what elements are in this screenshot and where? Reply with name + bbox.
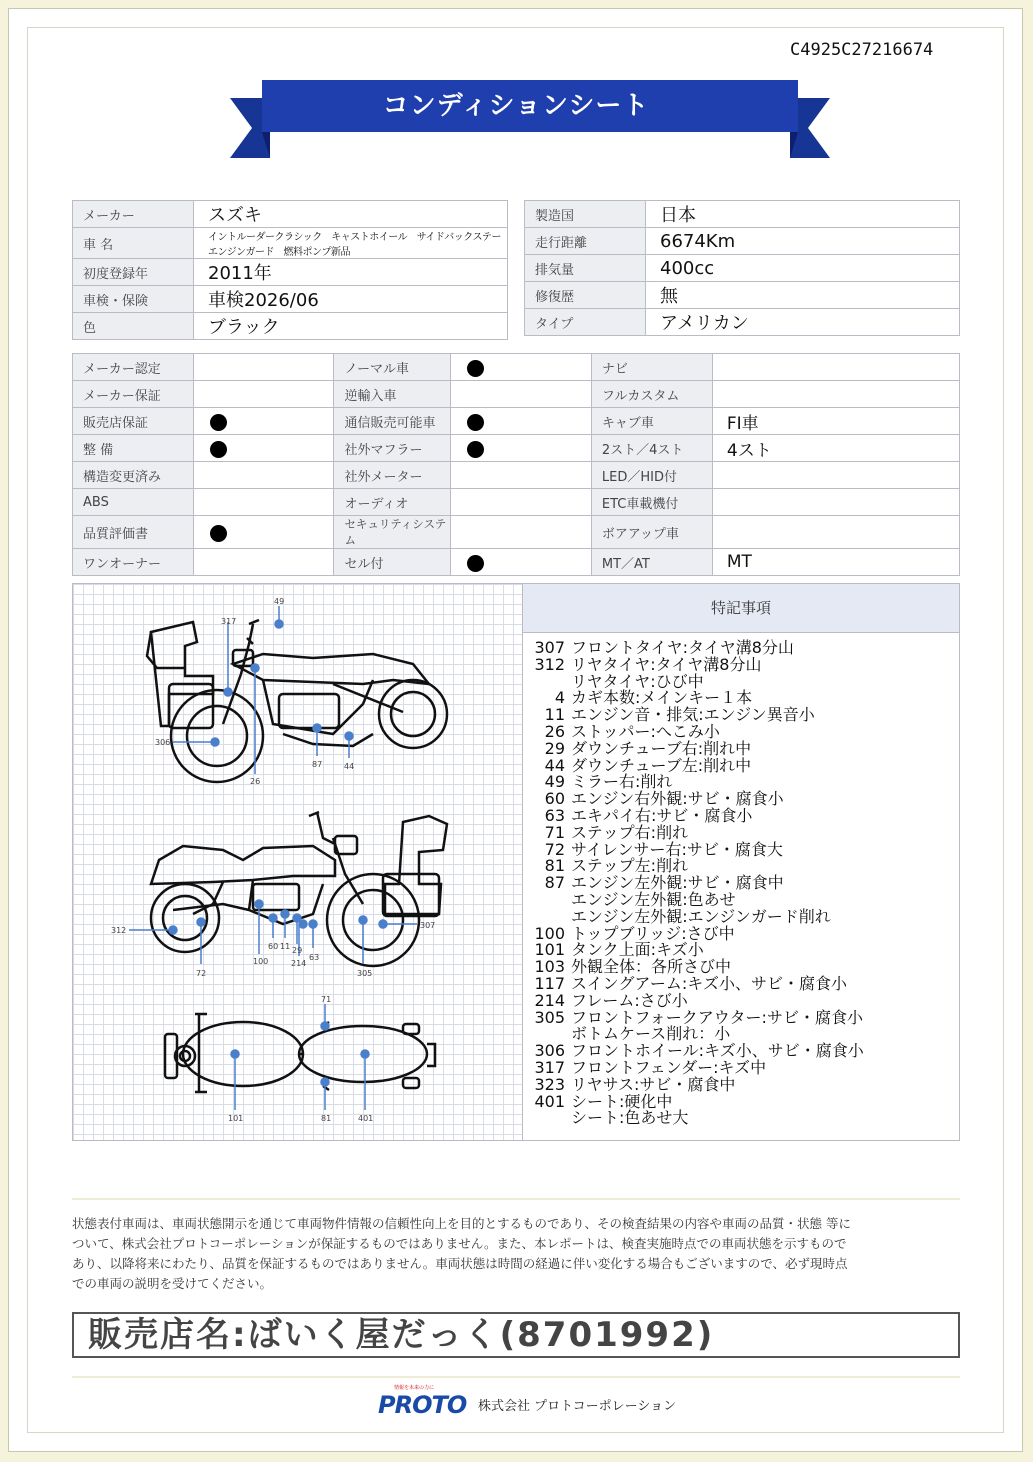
diagram-label: 11 <box>280 942 291 951</box>
disclaimer-line: 状態表付車両は、車両状態開示を通じて車両物件情報の信頼性向上を目的とするものであり、その検査結果の内容や車両の品質・状態 等に <box>72 1216 851 1231</box>
note-text: ダウンチューブ左:削れ中 <box>571 755 752 775</box>
note-code: 60 <box>544 789 565 809</box>
table-row <box>73 354 960 381</box>
feature-label: ナビ <box>591 354 712 381</box>
feature-label: ノーマル車 <box>334 354 451 381</box>
diagram-label: 101 <box>228 1114 244 1123</box>
diagram-label: 81 <box>321 1114 332 1123</box>
note-text: シート:硬化中 <box>571 1091 673 1111</box>
divider <box>72 1198 960 1200</box>
note-code <box>525 892 571 909</box>
feature-label: ワンオーナー <box>73 549 194 576</box>
note-text: ストッパー:へこみ小 <box>571 721 720 741</box>
marker-101 <box>231 1050 239 1058</box>
note-text: シート:色あせ大 <box>571 1108 689 1128</box>
note-code: 29 <box>544 738 565 758</box>
diagram-label: 72 <box>196 969 207 978</box>
marker-87 <box>313 724 321 732</box>
check-bullet-icon <box>467 360 484 377</box>
note-code: 317 <box>534 1057 565 1077</box>
note-code: 71 <box>544 822 565 842</box>
table-row <box>525 309 960 336</box>
table-row <box>525 255 960 282</box>
check-bullet-icon <box>467 441 484 458</box>
basic-info-left-table <box>72 200 511 340</box>
disclaimer-line: ついて、株式会社プロトコーポレーションが保証するものではありません。また、本レポートは、検査実施時点での車両状態を示すもので <box>72 1236 847 1251</box>
motorcycle-diagram <box>73 584 522 1140</box>
mileage-label: 走行距離 <box>525 228 646 255</box>
feature-label: メーカー保証 <box>73 381 194 408</box>
diagram-label: 60 <box>268 942 279 951</box>
marker-49 <box>275 620 283 628</box>
top-view <box>165 1014 435 1092</box>
marker-81 <box>321 1078 329 1086</box>
displacement-label: 排気量 <box>525 255 646 282</box>
diagram-label: 63 <box>309 953 320 962</box>
features-table <box>72 353 960 576</box>
note-text: リヤタイヤ:タイヤ溝8分山 <box>571 654 762 674</box>
note-text: リヤタイヤ:ひび中 <box>571 671 704 691</box>
notes-list <box>525 640 955 1127</box>
note-code: 11 <box>544 705 565 725</box>
marker-401 <box>361 1050 369 1058</box>
feature-value <box>194 462 334 489</box>
feature-value <box>451 489 591 516</box>
note-code: 305 <box>534 1007 565 1027</box>
diagram-label: 307 <box>420 921 436 930</box>
feature-label: 整 備 <box>73 435 194 462</box>
table-row <box>73 489 960 516</box>
note-code: 401 <box>534 1091 565 1111</box>
proto-logo: PROTO <box>378 1391 467 1419</box>
note-text: リヤサス:サビ・腐食中 <box>571 1074 736 1094</box>
marker-214 <box>299 920 307 928</box>
note-text: スイングアーム:キズ小、サビ・腐食小 <box>571 973 847 993</box>
maker-value: スズキ <box>194 201 508 228</box>
model-label: 車 名 <box>73 228 194 259</box>
note-text: ボトムケース削れ：小 <box>571 1024 731 1044</box>
feature-value <box>451 408 591 435</box>
check-bullet-icon <box>467 555 484 572</box>
feature-value <box>194 549 334 576</box>
feature-label: 品質評価書 <box>73 516 194 549</box>
diagram-label: 26 <box>250 777 261 786</box>
feature-label: 販売店保証 <box>73 408 194 435</box>
note-text: ステップ右:削れ <box>571 822 689 842</box>
note-text: トップブリッジ:さび中 <box>571 923 735 943</box>
note-code: 81 <box>544 856 565 876</box>
note-code: 312 <box>534 654 565 674</box>
note-text: エンジン左外観:エンジンガード削れ <box>571 906 831 926</box>
note-code: 214 <box>534 990 565 1010</box>
feature-value <box>712 354 959 381</box>
note-code: 26 <box>544 721 565 741</box>
shop-name: 販売店名:ばいく屋だっく(8701992) <box>72 1312 960 1358</box>
country-value: 日本 <box>646 201 960 228</box>
table-row <box>73 381 960 408</box>
table-row <box>73 259 508 286</box>
feature-label: 逆輸入車 <box>334 381 451 408</box>
document-id: C4925C27216674 <box>790 40 934 60</box>
page-title: コンディションシート <box>382 91 650 121</box>
type-label: タイプ <box>525 309 646 336</box>
note-text: フレーム:さび小 <box>571 990 688 1010</box>
feature-value <box>451 381 591 408</box>
feature-value <box>712 381 959 408</box>
note-code: 101 <box>534 940 565 960</box>
first-registration-value: 2011年 <box>194 259 508 286</box>
feature-value <box>451 516 591 549</box>
marker-11 <box>281 910 289 918</box>
basic-info-right-table <box>524 200 960 336</box>
marker-60 <box>269 914 277 922</box>
displacement-value: 400cc <box>646 255 960 282</box>
diagram-label: 71 <box>321 995 332 1004</box>
diagram-label: 49 <box>274 597 285 606</box>
diagram-label: 312 <box>111 926 127 935</box>
feature-label: メーカー認定 <box>73 354 194 381</box>
note-code: 87 <box>544 873 565 893</box>
table-row <box>525 201 960 228</box>
marker-305 <box>359 916 367 924</box>
damage-diagram-grid <box>73 584 523 1140</box>
note-code: 63 <box>544 805 565 825</box>
first-registration-label: 初度登録年 <box>73 259 194 286</box>
disclaimer-line: での車両の説明を受けてください。 <box>72 1276 273 1291</box>
feature-label: セル付 <box>334 549 451 576</box>
feature-label: 通信販売可能車 <box>334 408 451 435</box>
feature-value <box>451 354 591 381</box>
check-bullet-icon <box>467 414 484 431</box>
feature-label: ボアアップ車 <box>591 516 712 549</box>
feature-value: FI車 <box>712 408 959 435</box>
note-text: エンジン左外観:色あせ <box>571 889 736 909</box>
note-code: 307 <box>534 638 565 657</box>
note-text: ステップ左:削れ <box>571 856 689 876</box>
feature-value <box>712 489 959 516</box>
note-code <box>525 1110 571 1127</box>
feature-value <box>194 381 334 408</box>
table-row <box>73 313 508 340</box>
feature-value <box>712 516 959 549</box>
table-row <box>73 408 960 435</box>
note-text: サイレンサー右:サビ・腐食大 <box>571 839 783 859</box>
marker-307 <box>379 920 387 928</box>
diagram-label: 317 <box>221 617 237 626</box>
table-row <box>73 516 960 549</box>
diagram-notes-panel <box>72 583 960 1141</box>
feature-value: 4スト <box>712 435 959 462</box>
feature-value <box>451 549 591 576</box>
feature-label: セキュリティシステム <box>334 516 451 549</box>
feature-label: LED／HID付 <box>591 462 712 489</box>
feature-label: ETC車載機付 <box>591 489 712 516</box>
marker-100 <box>255 900 263 908</box>
table-row <box>73 435 960 462</box>
diagram-label: 305 <box>357 969 373 978</box>
note-text: ダウンチューブ右:削れ中 <box>571 738 752 758</box>
feature-label: キャブ車 <box>591 408 712 435</box>
marker-44 <box>345 732 353 740</box>
color-value: ブラック <box>194 313 508 340</box>
list-item <box>525 1110 955 1127</box>
table-row <box>73 549 960 576</box>
note-code: 323 <box>534 1074 565 1094</box>
feature-label: MT／AT <box>591 549 712 576</box>
note-text: エンジン音・排気:エンジン異音小 <box>571 705 815 725</box>
feature-label: 社外マフラー <box>334 435 451 462</box>
diagram-label: 306 <box>155 738 171 747</box>
type-value: アメリカン <box>646 309 960 336</box>
marker-71 <box>321 1022 329 1030</box>
logo-tagline: 情報を未来の力に <box>394 1385 435 1391</box>
note-text: エンジン左外観:サビ・腐食中 <box>571 873 784 893</box>
maker-label: メーカー <box>73 201 194 228</box>
company-name: 株式会社 プロトコーポレーション <box>478 1399 677 1414</box>
note-text: 外観全体：各所さび中 <box>571 957 732 977</box>
feature-label: 社外メーター <box>334 462 451 489</box>
model-value: イントルーダークラシック キャストホイール サイドバックステー エンジンガード 燃料ポンプ新品 <box>194 228 508 259</box>
note-text: フロントタイヤ:タイヤ溝8分山 <box>571 638 794 657</box>
note-code: 49 <box>544 772 565 792</box>
feature-value <box>451 435 591 462</box>
note-code: 306 <box>534 1041 565 1061</box>
note-text: ミラー右:削れ <box>571 772 673 792</box>
diagram-label: 214 <box>291 959 307 968</box>
feature-label: 構造変更済み <box>73 462 194 489</box>
feature-value <box>194 408 334 435</box>
marker-306 <box>211 738 219 746</box>
diagram-label: 401 <box>358 1114 374 1123</box>
side-view-right <box>147 620 447 782</box>
marker-317 <box>224 688 232 696</box>
note-text: カギ本数:メインキー１本 <box>571 688 753 708</box>
table-row <box>525 282 960 309</box>
feature-value <box>194 489 334 516</box>
note-text: エキパイ右:サビ・腐食小 <box>571 805 753 825</box>
check-bullet-icon <box>210 525 227 542</box>
feature-label: 2スト／4スト <box>591 435 712 462</box>
repair-history-value: 無 <box>646 282 960 309</box>
feature-label: オーディオ <box>334 489 451 516</box>
diagram-label: 87 <box>312 760 323 769</box>
feature-value <box>194 516 334 549</box>
feature-value <box>712 462 959 489</box>
check-bullet-icon <box>210 414 227 431</box>
table-row <box>73 201 508 228</box>
disclaimer <box>72 1214 962 1294</box>
repair-history-label: 修復歴 <box>525 282 646 309</box>
note-text: タンク上面:キズ小 <box>571 940 704 960</box>
marker-72 <box>197 918 205 926</box>
feature-label: ABS <box>73 489 194 516</box>
table-row <box>525 228 960 255</box>
note-code: 100 <box>534 923 565 943</box>
marker-312 <box>169 926 177 934</box>
note-code: 117 <box>534 973 565 993</box>
note-code: 72 <box>544 839 565 859</box>
country-label: 製造国 <box>525 201 646 228</box>
note-text: フロントホイール:キズ小、サビ・腐食小 <box>571 1041 864 1061</box>
list-item <box>525 990 955 1010</box>
feature-value <box>194 435 334 462</box>
feature-value <box>451 462 591 489</box>
diagram-label: 100 <box>253 957 269 966</box>
list-item <box>525 1074 955 1094</box>
marker-26 <box>251 664 259 672</box>
mileage-value: 6674Km <box>646 228 960 255</box>
inspection-label: 車検・保険 <box>73 286 194 313</box>
diagram-label: 29 <box>292 946 303 955</box>
disclaimer-line: あり、以降将来にわたり、品質を保証するものではありません。車両状態は時間の経過に伴い変化する場合もございますので、必ず現時点 <box>72 1256 848 1271</box>
table-row <box>73 462 960 489</box>
table-row <box>73 228 508 259</box>
feature-value: MT <box>712 549 959 576</box>
note-code: 4 <box>554 688 565 708</box>
feature-value <box>194 354 334 381</box>
note-code: 44 <box>544 755 565 775</box>
marker-63 <box>309 920 317 928</box>
notes-heading: 特記事項 <box>523 584 959 633</box>
divider <box>72 1376 960 1378</box>
note-text: エンジン右外観:サビ・腐食小 <box>571 789 784 809</box>
color-label: 色 <box>73 313 194 340</box>
check-bullet-icon <box>210 441 227 458</box>
diagram-label: 44 <box>344 762 355 771</box>
feature-label: フルカスタム <box>591 381 712 408</box>
note-code: 103 <box>534 957 565 977</box>
note-text: フロントフォークアウター:サビ・腐食小 <box>571 1007 863 1027</box>
note-text: フロントフェンダー:キズ中 <box>571 1057 767 1077</box>
inspection-value: 車検2026/06 <box>194 286 508 313</box>
table-row <box>73 286 508 313</box>
